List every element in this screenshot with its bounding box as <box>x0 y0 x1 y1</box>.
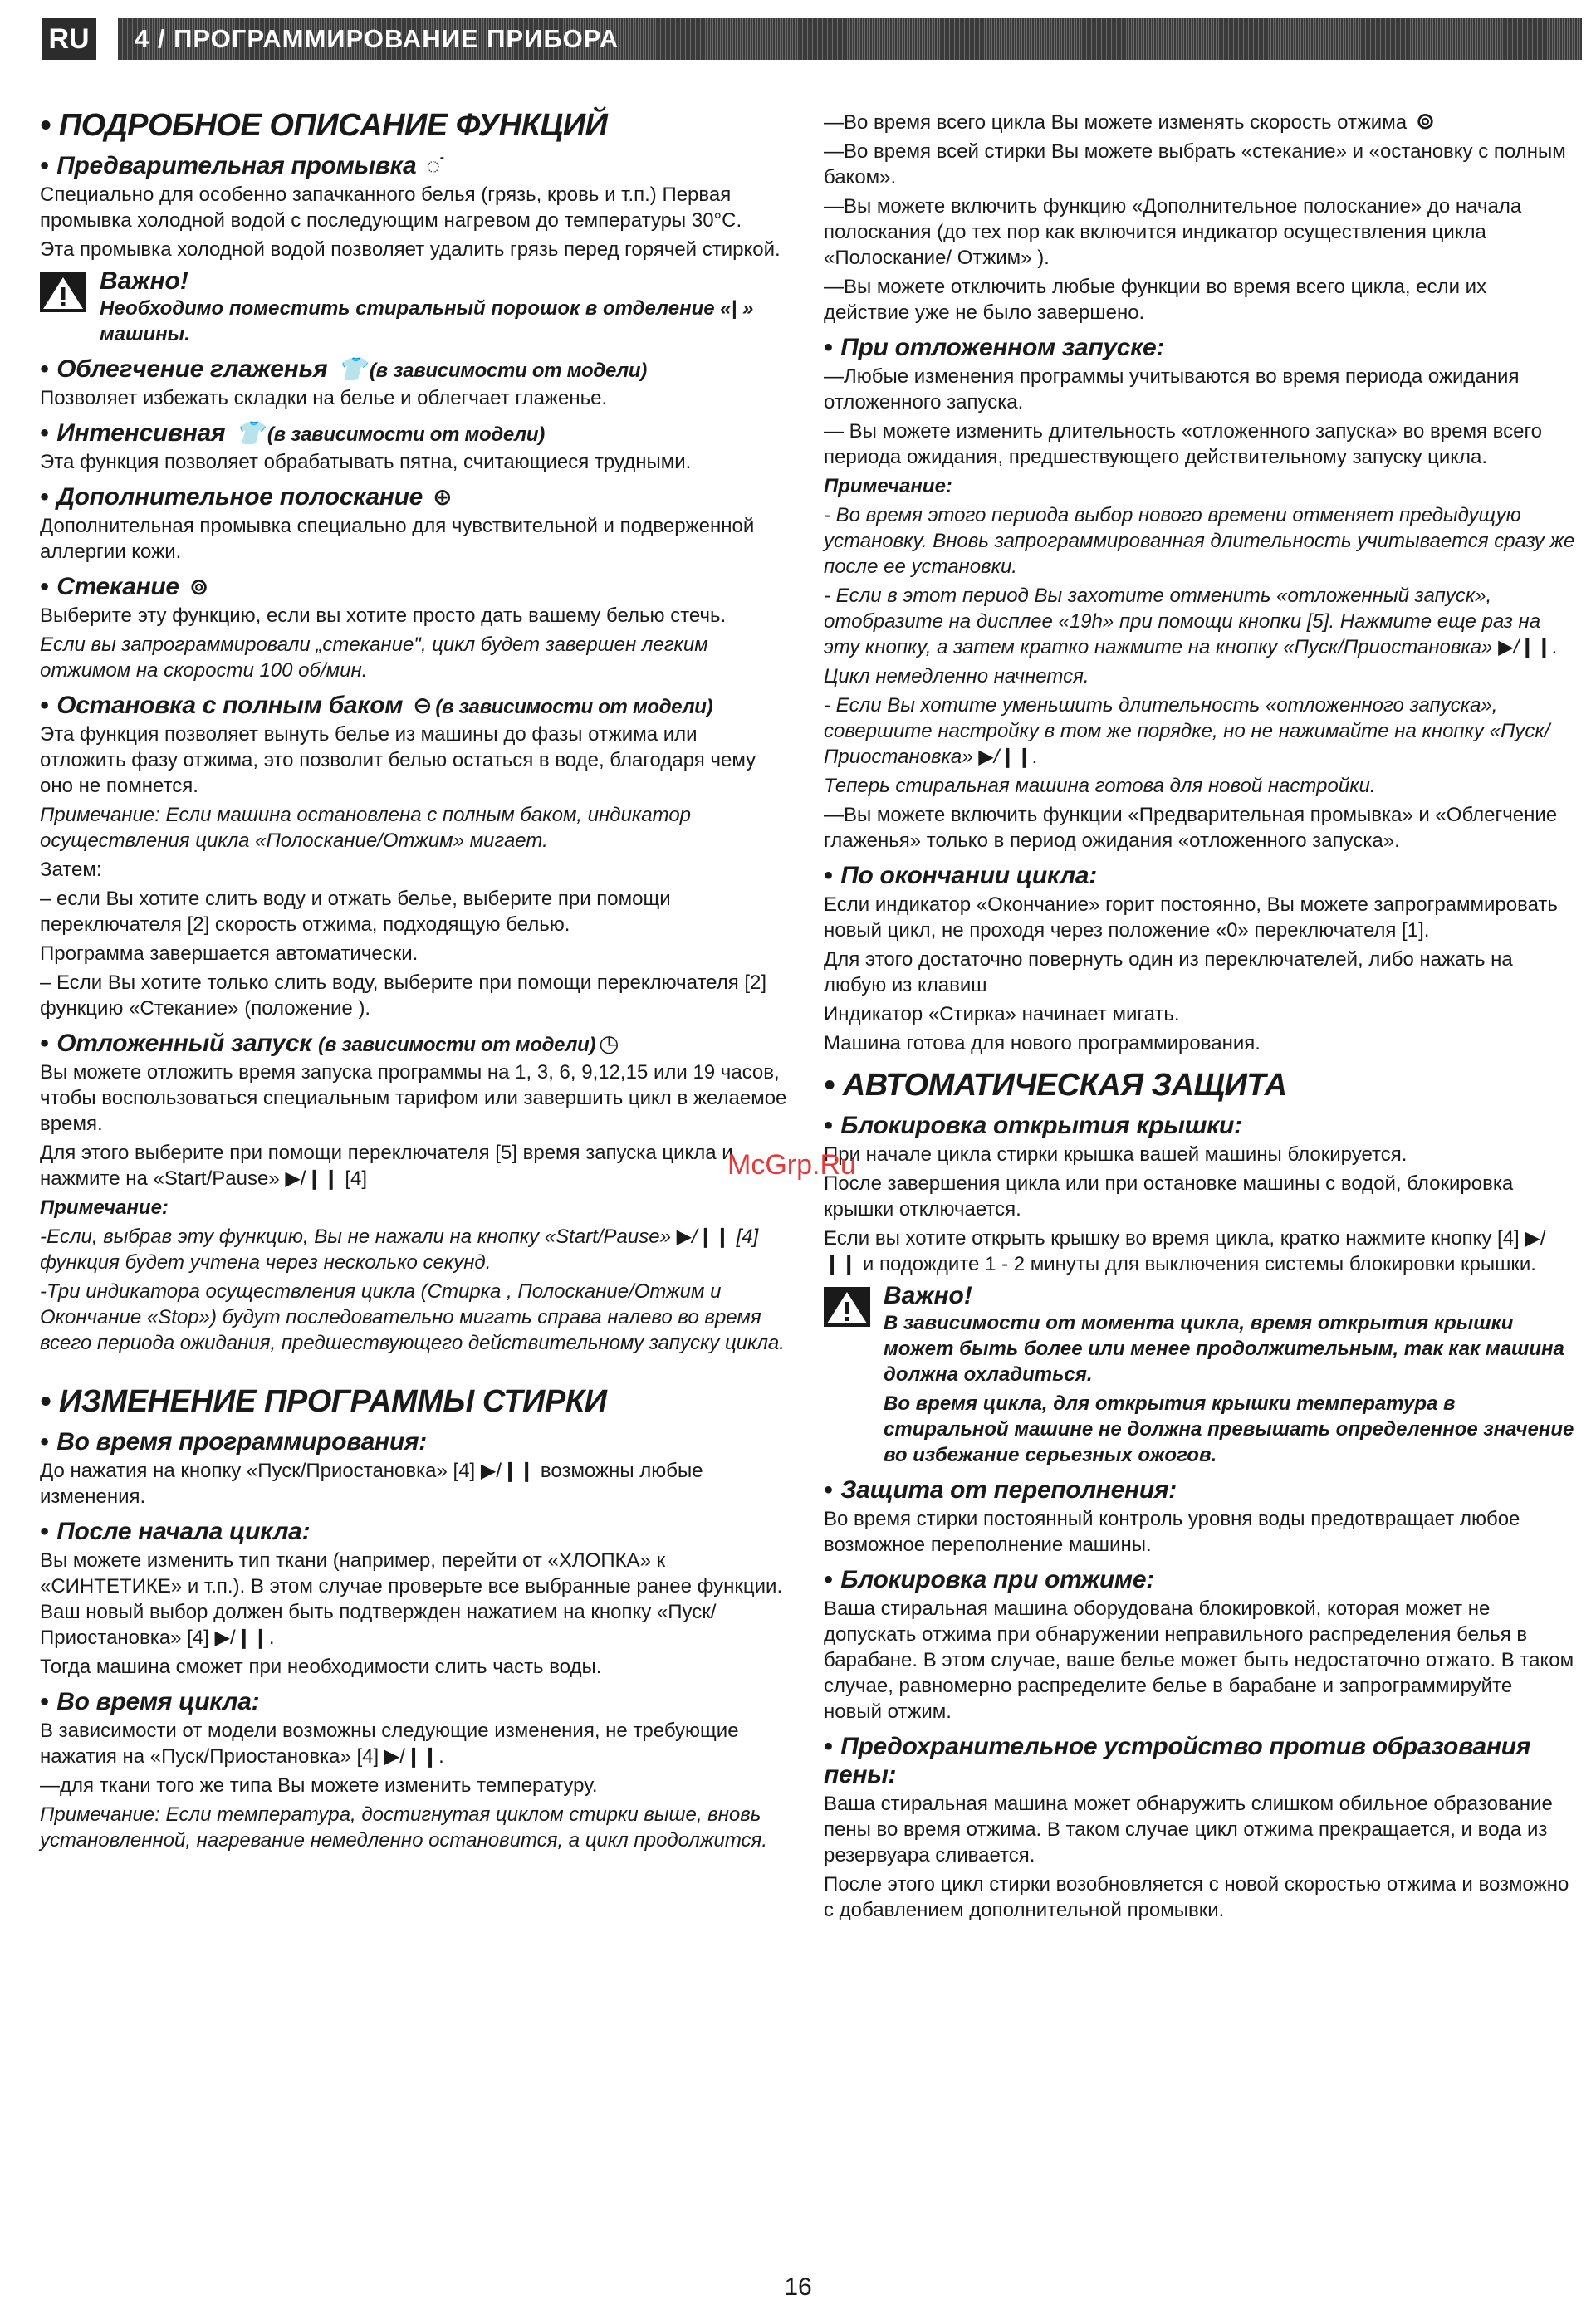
lid-lock-warning-text-2: Во время цикла, для открытия крышки температура в стиральной машине не должна превышать определенное значение во избежание серьезных ожогов. <box>884 1392 1574 1466</box>
delayed-start-note-label: Примечание: <box>824 475 952 497</box>
easy-iron-text: Позволяет избежать складки на белье и облегчает глаженье. <box>40 387 608 409</box>
page-header <box>42 18 1582 60</box>
delayed-start-text-1: —Любые изменения программы учитываются во время периода ожидания отложенного запуска. <box>824 365 1520 413</box>
drain-text-1: Выберите эту функцию, если вы хотите просто дать вашему белью стечь. <box>40 604 727 627</box>
warning-icon <box>40 272 86 312</box>
foam-protection-title: • Предохранительное устройство против образования пены: <box>824 1733 1531 1788</box>
watermark: McGrp.Ru <box>727 1149 856 1181</box>
delayed-start-title: • При отложенном запуске: <box>824 334 1165 361</box>
rinse-hold-text-3: Затем: <box>40 859 102 881</box>
delay-start-text-1: Вы можете отложить время запуска программы на 1, 3, 6, 9,12,15 или 19 часов, чтобы воспользоваться специальным тарифом или завершить цикл в желаемое время. <box>40 1061 787 1135</box>
spin-lock-title: • Блокировка при отжиме: <box>824 1566 1154 1593</box>
during-cycle-note: Примечание: Если температура, достигнутая циклом стирки выше, вновь установленной, нагревание немедленно остановится, а цикл продолжится. <box>40 1803 768 1852</box>
warning-icon <box>824 1287 870 1327</box>
cycle-change-2: —Во время всей стирки Вы можете выбрать «стекание» и «остановку с полным баком». <box>824 140 1566 188</box>
rinse-hold-text-4: – если Вы хотите слить воду и отжать белье, выберите при помощи переключателя [2] скорость отжима, подходящую белью. <box>40 888 671 936</box>
after-start-title: • После начала цикла: <box>40 1518 311 1545</box>
delayed-start-note-2: - Если в этот период Вы захотите отменить «отложенный запуск», отобразите на дисплее «19h» при помощи кнопки [5]. Нажмите еще раз на эту кнопку, а затем кратко нажмите на кнопку «Пуск/Приостановка» ▶/❙❙. <box>824 585 1559 658</box>
warning-heading: Важно! <box>884 1282 972 1309</box>
delayed-start-text-3: —Вы можете включить функции «Предварительная промывка» и «Облегчение глаженья» только в период ожидания «отложенного запуска». <box>824 804 1558 852</box>
prewash-icon: ◌̇ <box>426 153 440 179</box>
end-of-cycle-text-2: Для этого достаточно повернуть один из переключателей, либо нажать на любую из клавиш <box>824 948 1513 996</box>
during-programming-title: • Во время программирования: <box>40 1428 427 1456</box>
extra-rinse-title: • Дополнительное полоскание ⊕ <box>40 483 453 511</box>
lid-lock-title: • Блокировка открытия крышки: <box>824 1112 1242 1139</box>
foam-protection-text-1: Ваша стиральная машина может обнаружить слишком обильное образование пены во время отжима. В таком случае цикл отжима прекращается, и вода из резервуара сливается. <box>824 1793 1553 1867</box>
header-bar <box>118 18 1582 60</box>
prewash-text-2: Эта промывка холодной водой позволяет удалить грязь перед горячей стиркой. <box>40 238 781 261</box>
drain-text-2: Если вы запрограммировали „стекание", цикл будет завершен легким отжимом на скорости 100 об/мин. <box>40 634 708 682</box>
rinse-hold-text-1: Эта функция позволяет вынуть белье из машины до фазы отжима или отложить фазу отжима, это позволит белью остаться в воде, благодаря чему оно не помнется. <box>40 723 756 797</box>
end-of-cycle-text-4: Машина готова для нового программирования. <box>824 1032 1261 1054</box>
overflow-title: • Защита от переполнения: <box>824 1476 1177 1504</box>
right-column <box>824 108 1575 1926</box>
language-badge: RU <box>42 18 96 60</box>
drain-icon: ⊚ <box>188 574 209 599</box>
delayed-start-note-5: Теперь стиральная машина готова для новой настройки. <box>824 775 1376 797</box>
delay-start-note-label: Примечание: <box>40 1196 169 1219</box>
cycle-change-1: —Во время всего цикла Вы можете изменять скорость отжима ⊚ <box>824 108 1436 134</box>
lid-lock-text-3: Если вы хотите открыть крышку во время цикла, кратко нажмите кнопку [4] ▶/❙❙ и подождите 1 - 2 минуты для выключения системы блокировки крышки. <box>824 1227 1546 1275</box>
end-of-cycle-text-1: Если индикатор «Окончание» горит постоянно, Вы можете запрограммировать новый цикл, не проходя через положение «0» переключателя [1]. <box>824 893 1558 942</box>
left-column <box>40 108 787 1857</box>
during-programming-text: До нажатия на кнопку «Пуск/Приостановка» [4] ▶/❙❙ возможны любые изменения. <box>40 1460 703 1508</box>
spin-lock-text: Ваша стиральная машина оборудована блокировкой, которая может не допускать отжима при обнаружении неправильного распределения белья в барабане. В этом случае, ваше белье может быть недостаточно отжато. В таком случае, равномерно распределите белье в барабане и запрограммируйте новый отжим. <box>824 1597 1574 1723</box>
extra-rinse-icon: ⊕ <box>433 484 453 510</box>
delay-clock-icon: ◷ <box>599 1030 619 1056</box>
rinse-hold-text-6: – Если Вы хотите только слить воду, выберите при помощи переключателя [2] функцию «Стекание» (положение ). <box>40 971 767 1020</box>
rinse-hold-text-5: Программа завершается автоматически. <box>40 942 419 965</box>
end-of-cycle-text-3: Индикатор «Стирка» начинает мигать. <box>824 1003 1180 1025</box>
prewash-warning-text: Необходимо поместить стиральный порошок в отделение «| » машины. <box>100 297 754 345</box>
section-title-protection: • АВТОМАТИЧЕСКАЯ ЗАЩИТА <box>824 1068 1287 1103</box>
during-cycle-text-2: —для ткани того же типа Вы можете изменить температуру. <box>40 1774 598 1797</box>
prewash-text-1: Специально для особенно запачканного белья (грязь, кровь и т.п.) Первая промывка холодной водой с последующим нагревом до температуры 30°C. <box>40 183 742 232</box>
after-start-text-1: Вы можете изменить тип ткани (например, перейти от «ХЛОПКА» к «СИНТЕТИКЕ» и т.п.). В этом случае проверьте все выбранные ранее функции. Ваш новый выбор должен быть подтвержден нажатием на кнопку «Пуск/Приостановка» [4] ▶/❙❙. <box>40 1549 783 1649</box>
delayed-start-note-3: Цикл немедленно начнется. <box>824 665 1089 687</box>
intensive-title: • Интенсивная 👕 (в зависимости от модели) <box>40 419 545 447</box>
lid-lock-warning-text-1: В зависимости от момента цикла, время открытия крышки может быть более или менее продолжительным, так как машина должна охладиться. <box>884 1312 1564 1386</box>
delay-start-title: • Отложенный запуск (в зависимости от модели) ◷ <box>40 1030 619 1057</box>
overflow-text: Во время стирки постоянный контроль уровня воды предотвращает любое возможное переполнение машины. <box>824 1508 1520 1556</box>
section-title-change-program: • ИЗМЕНЕНИЕ ПРОГРАММЫ СТИРКИ <box>40 1384 607 1419</box>
delay-start-text-2: Для этого выберите при помощи переключателя [5] время запуска цикла и нажмите на «Start/Pause» ▶/❙❙ [4] <box>40 1142 733 1190</box>
lid-lock-warning <box>824 1282 1575 1468</box>
foam-protection-text-2: После этого цикл стирки возобновляется с новой скоростью отжима и возможно с добавлением дополнительной промывки. <box>824 1873 1569 1921</box>
lid-lock-text-1: При начале цикла стирки крышка вашей машины блокируется. <box>824 1143 1408 1166</box>
cycle-change-3: —Вы можете включить функцию «Дополнительное полоскание» до начала полоскания (до тех пор как включится индикатор осуществления цикла «Полоскание/ Отжим» ). <box>824 195 1522 269</box>
after-start-text-2: Тогда машина сможет при необходимости слить часть воды. <box>40 1656 602 1678</box>
easy-iron-title: • Облегчение глаженья 👕 (в зависимости от модели) <box>40 355 647 383</box>
warning-heading: Важно! <box>100 267 188 295</box>
prewash-title: • Предварительная промывка ◌̇ <box>40 152 440 179</box>
spin-icon: ⊚ <box>1415 108 1436 134</box>
section-title-functions: • ПОДРОБНОЕ ОПИСАНИЕ ФУНКЦИЙ <box>40 108 608 143</box>
cycle-change-4: —Вы можете отключить любые функции во время всего цикла, если их действие уже не было завершено. <box>824 276 1487 324</box>
rinse-hold-icon: ⊖ <box>413 692 433 718</box>
lid-lock-text-2: После завершения цикла или при остановке машины с водой, блокировка крышки отключается. <box>824 1172 1514 1221</box>
page-number: 16 <box>784 2273 812 2301</box>
drain-title: • Стекание ⊚ <box>40 573 209 600</box>
rinse-hold-title: • Остановка с полным баком ⊖ (в зависимости от модели) <box>40 692 713 719</box>
extra-rinse-text: Дополнительная промывка специально для чувствительной и подверженной аллергии кожи. <box>40 515 755 563</box>
prewash-warning <box>40 267 787 347</box>
intensive-text: Эта функция позволяет обрабатывать пятна, считающиеся трудными. <box>40 451 692 473</box>
stain-shirt-icon: 👕 <box>235 420 264 446</box>
rinse-hold-note: Примечание: Если машина остановлена с полным баком, индикатор осуществления цикла «Полоскание/Отжим» мигает. <box>40 804 692 852</box>
delay-start-note-1: -Если, выбрав эту функцию, Вы не нажали на кнопку «Start/Pause» ▶/❙❙ [4] функция будет учтена через несколько секунд. <box>40 1226 759 1274</box>
chapter-title: 4 / ПРОГРАММИРОВАНИЕ ПРИБОРА <box>135 24 619 53</box>
delay-start-note-2: -Три индикатора осуществления цикла (Стирка , Полоскание/Отжим и Окончание «Stop») будут последовательно мигать справа налево во время всего периода ожидания, предшествующего действительному запуску цикла. <box>40 1280 785 1354</box>
delayed-start-text-2: — Вы можете изменить длительность «отложенного запуска» во время всего периода ожидания, предшествующего действительному запуску цикла. <box>824 420 1543 468</box>
end-of-cycle-title: • По окончании цикла: <box>824 862 1097 889</box>
delayed-start-note-1: - Во время этого периода выбор нового времени отменяет предыдущую установку. Вновь запрограммированная длительность учитывается сразу же после ее установки. <box>824 504 1575 578</box>
during-cycle-title: • Во время цикла: <box>40 1688 260 1715</box>
during-cycle-text-1: В зависимости от модели возможны следующие изменения, не требующие нажатия на «Пуск/Приостановка» [4] ▶/❙❙. <box>40 1720 739 1768</box>
shirt-icon: 👕 <box>337 356 366 382</box>
delayed-start-note-4: - Если Вы хотите уменьшить длительность «отложенного запуска», совершите настройку в том же порядке, но не нажимайте на кнопку «Пуск/Приостановка» ▶/❙❙. <box>824 694 1550 768</box>
